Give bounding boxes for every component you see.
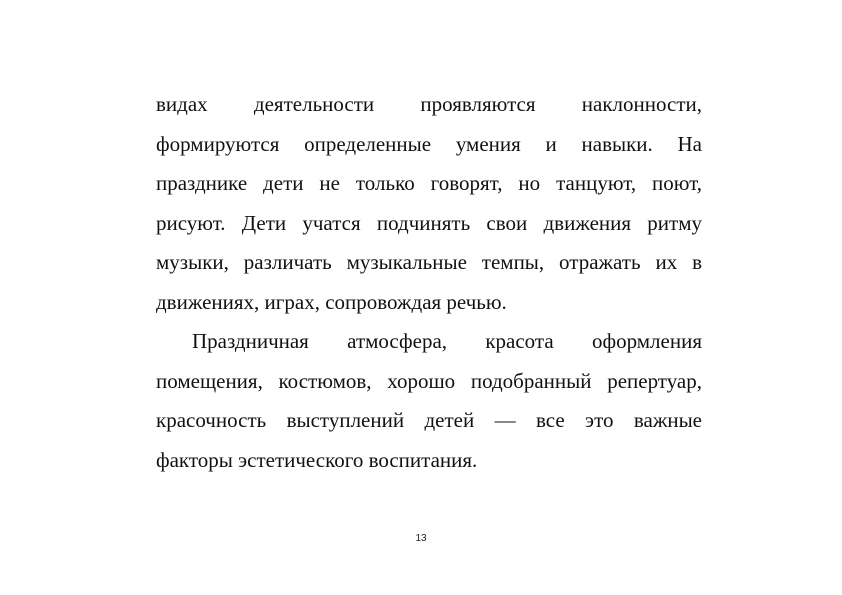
text-line: формируются определенные умения и навыки. На [156, 131, 702, 156]
body-text [156, 85, 702, 480]
text-line: Праздничная атмосфера, красота оформления [192, 329, 702, 353]
text-line: музыки, различать музыкальные темпы, отражать их в [156, 250, 702, 274]
page-number: 13 [415, 533, 427, 544]
paragraph-2 [156, 322, 702, 480]
text-line: красочность выступлений детей — все это важные [156, 408, 702, 432]
paragraph-1 [156, 85, 702, 322]
text-line: помещения, костюмов, хорошо подобранный репертуар, [156, 368, 702, 393]
text-line: рисуют. Дети учатся подчинять свои движения ритму [156, 210, 702, 235]
text-line: движениях, играх, сопровождая речью. [156, 289, 507, 314]
text-line: факторы эстетического воспитания. [156, 447, 478, 472]
text-line: видах деятельности проявляются наклонности, [156, 92, 702, 116]
text-line: празднике дети не только говорят, но танцуют, поют, [156, 171, 702, 195]
